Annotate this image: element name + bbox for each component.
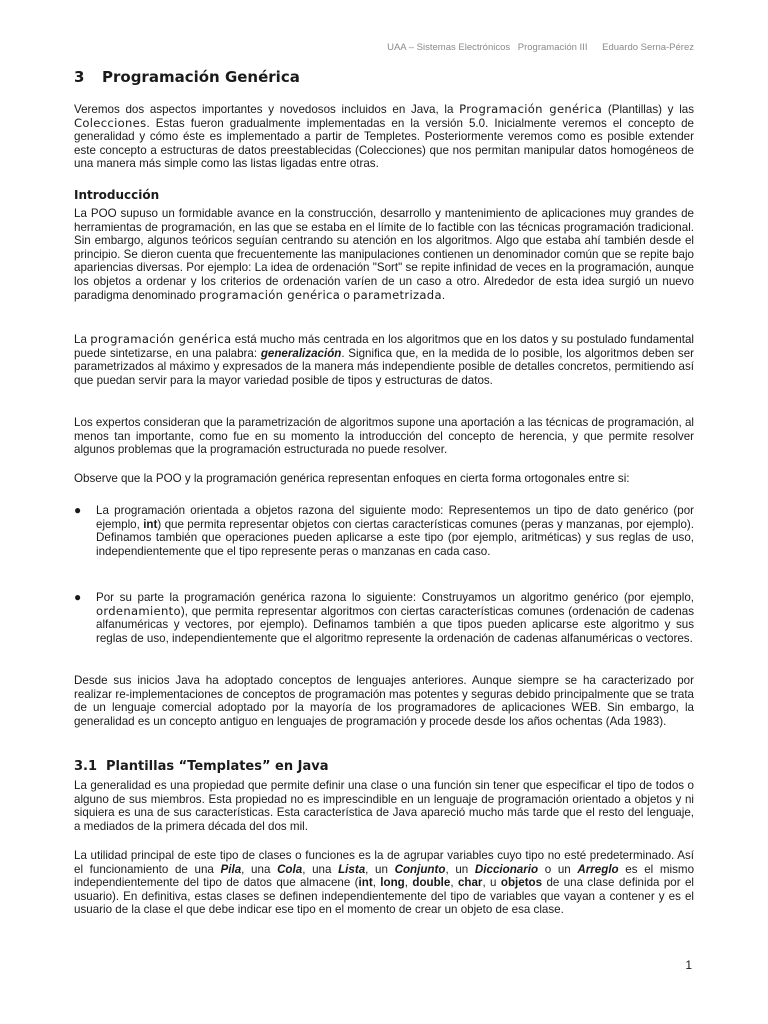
chapter-title-text: Programación Genérica <box>102 68 300 86</box>
paragraph-text: Desde sus inicios Java ha adoptado conceptos de lenguajes anteriores. Aunque siempre se ha caracterizado por realizar re-implementaciones de conceptos de programación mas potentes y seguras debido principalmente que se trata de un lenguaje comercial adoptado por la mayoría de los programadores de aplicaciones WEB. Sin embargo, la generalidad es un concepto antiguo en lenguajes de programación y procede desde los años ochentas (Ada 1983). <box>74 674 694 728</box>
term-generalizacion: generalización <box>260 346 342 360</box>
section-number: 3.1 <box>74 759 98 774</box>
text-run: La POO supuso un formidable avance en la construcción, desarrollo y mantenimiento de aplicaciones muy grandes de herramientas de programación, en las que se estaba en el límite de lo factible con las técnicas programación tradicional. Sin embargo, algunos teóricos seguían centrando su atención en los algoritmos. Algo que estaba ahí también desde el principio. Se dieron cuenta que frecuentemente las manipulaciones contienen un denominador común que se repite bajo apariencias diversas. Por ejemplo: La idea de ordenación "Sort" se repite infinidad de veces en la programación, aunque los objetos a ordenar y los criterios de ordenación varíen de un caso a otro. Alrededor de esta idea surgió un nuevo paradigma denominado <box>74 207 694 302</box>
term-conjunto: Conjunto <box>394 862 446 876</box>
term-char: char <box>457 876 483 890</box>
text-run: , un <box>445 862 475 876</box>
section-title-text: Plantillas “Templates” en Java <box>106 759 329 774</box>
text-run: o un <box>538 862 578 876</box>
text-run: ) que permita representar objetos con ciertas características comunes (peras y manzanas, por ejemplo). Definamos también que operaciones pueden aplicarse a este tipo (por ejemplo, aritméticas) y sus reglas de uso, independientemente que el tipo represente peras o manzanas en cada caso. <box>96 517 694 558</box>
paragraph-text: Los expertos consideran que la parametrización de algoritmos supone una aportación a las técnicas de programación, al menos tan importante, como fue en su momento la introducción del concepto de herencia, y que permite resolver algunos problemas que la programación estructurada no puede resolver. <box>74 416 694 457</box>
text-run: es el mismo independientemente del tipo de datos que almacene ( <box>74 862 695 890</box>
term-lista: Lista <box>338 862 366 876</box>
term-programacion-generica: Programación genérica <box>459 102 603 116</box>
paragraph-text: La generalidad es una propiedad que permite definir una clase o una función sin tener que especificar el tipo de todos o alguno de sus miembros. Esta propiedad no es imprescindible en un lenguaje de programación orientado a objetos y ni siquiera es una de sus características. Esta característica de Java apareció mucho más tarde que el resto del lenguaje, a mediados de la primera década del dos mil. <box>74 779 694 833</box>
chapter-title <box>74 68 300 86</box>
text-run: Veremos dos aspectos importantes y novedosos incluidos en Java, la <box>74 103 460 116</box>
text-run: , una <box>241 862 278 876</box>
text-run: Por su parte la programación genérica razona lo siguiente: Construyamos un algoritmo genérico (por ejemplo, <box>96 591 694 604</box>
term-diccionario: Diccionario <box>474 862 539 876</box>
text-run: , <box>372 876 381 890</box>
text-run: . <box>441 288 446 302</box>
text-run: . Estas fueron gradualmente implementadas en la versión 5.0. Inicialmente veremos el concepto de generalidad y cómo éste es implementado a partir de Templetes. Posteriormente veremos como es posible extender este concepto a estructuras de datos preestablecidas (Colecciones) que nos permitan manipular datos homogéneos de una manera más simple como las listas ligadas entre otras. <box>74 116 694 171</box>
term-colecciones: Colecciones <box>74 115 147 130</box>
section-paragraph-1 <box>74 779 694 833</box>
header-author: Eduardo Serna-Pérez <box>602 42 694 53</box>
term-parametrizada: parametrizada <box>353 287 442 302</box>
text-run: . Significa que, en la medida de lo posible, los algoritmos deben ser parametrizados al máximo y expresados de la manera más independiente posible de detalles concretos, permitiendo así que puedan servir para la mayor variedad posible de tipos y estructuras de datos. <box>74 346 695 387</box>
section-paragraph-2 <box>74 849 694 917</box>
term-programacion-generica: programación genérica <box>90 332 232 346</box>
text-run: La programación orientada a objetos razona del siguiente modo: Representemos un tipo de dato genérico (por ejemplo, <box>96 504 694 531</box>
header-course: UAA – Sistemas Electrónicos <box>387 42 511 53</box>
bullet-item-poo <box>74 504 694 558</box>
intro-paragraph <box>74 103 694 171</box>
text-run: , <box>450 876 458 890</box>
term-arreglo: Arreglo <box>577 862 619 876</box>
text-run: ), que permita representar algoritmos con ciertas características comunes (ordenación de cadenas alfanuméricas y vectores, por ejemplo). Definamos también a que tipos pueden aplicarse este algoritmo y sus reglas de uso, independientemente que el algoritmo represente la ordenación de cadenas alfanuméricas o vectores. <box>96 604 694 645</box>
term-cola: Cola <box>277 862 303 876</box>
header-subject: Programación III <box>517 42 588 53</box>
text-run: , una <box>302 862 339 876</box>
text-run: La utilidad principal de este tipo de clases o funciones es la de agrupar variables cuyo tipo no esté predeterminado. Así el funcionamiento de una <box>74 849 694 876</box>
term-pila: Pila <box>220 862 242 876</box>
running-header <box>387 42 694 53</box>
history-paragraph <box>74 674 694 728</box>
text-run: está mucho más centrada en los algoritmos que en los datos y su postulado fundamental puede sintetizarse, en una palabra: <box>74 333 695 360</box>
paragraph-text: Observe que la POO y la programación genérica representan enfoques en cierta forma ortogonales entre si: <box>74 472 630 485</box>
text-run: (Plantillas) y las <box>602 103 695 116</box>
term-ordenamiento: ordenamiento <box>96 603 181 618</box>
chapter-number: 3 <box>74 68 85 86</box>
text-run: La <box>74 333 91 346</box>
introduccion-heading: Introducción <box>74 188 160 202</box>
introduccion-paragraph-2 <box>74 333 694 387</box>
term-int: int <box>358 876 373 890</box>
page-number: 1 <box>685 958 692 972</box>
text-run: , <box>404 876 413 890</box>
section-title <box>74 759 694 774</box>
bullet-icon: ● <box>74 590 82 604</box>
term-int: int <box>143 517 158 531</box>
text-run: , u <box>482 876 501 890</box>
term-objetos: objetos <box>500 876 543 890</box>
term-long: long <box>380 876 405 890</box>
section-heading-block <box>74 759 694 774</box>
introduccion-paragraph-1 <box>74 207 694 302</box>
introduccion-paragraph-3 <box>74 416 694 457</box>
term-double: double <box>412 876 451 890</box>
text-run: , un <box>365 862 395 876</box>
introduccion-paragraph-4 <box>74 472 694 486</box>
bullet-icon: ● <box>74 503 82 517</box>
text-run: de una clase definida por el usuario). En definitiva, estas clases se definen independientemente del tipo de variables que vayan a contener y es el usuario de la clase el que debe indicar ese tipo en el momento de crear un objeto de esa clase. <box>74 876 694 917</box>
text-run: o <box>340 288 353 302</box>
bullet-item-generica <box>74 591 694 645</box>
introduccion-heading-block <box>74 188 694 202</box>
term-programacion-generica: programación genérica <box>199 287 341 302</box>
